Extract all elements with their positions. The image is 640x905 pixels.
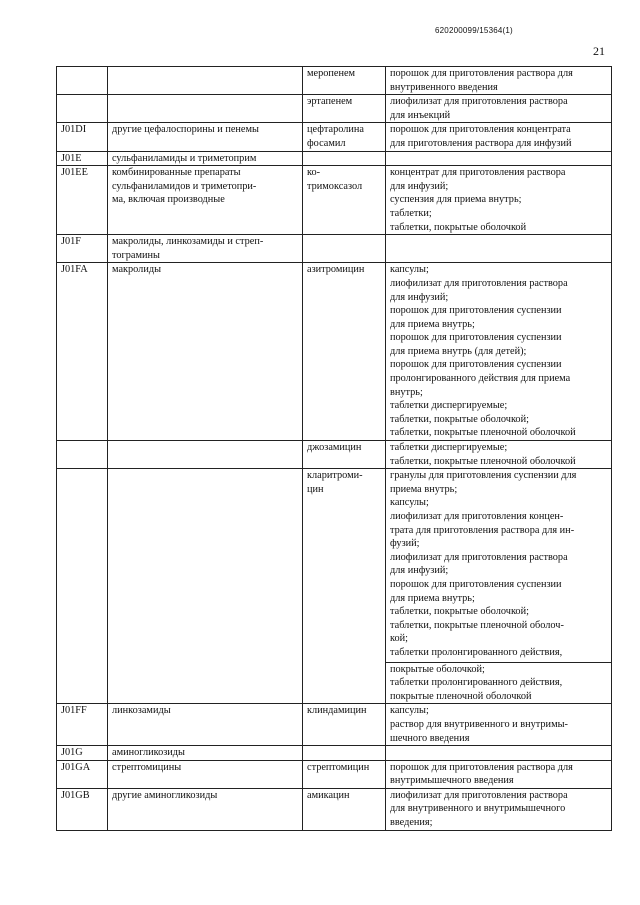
dosage-form-cell-line: таблетки диспергируемые; <box>390 400 508 412</box>
dosage-form-cell-line: покрытые пленочной оболочкой <box>390 690 532 702</box>
table-row <box>57 441 612 469</box>
dosage-form-cell-line: гранулы для приготовления суспензии для <box>390 470 577 482</box>
drug-name-cell <box>303 263 386 441</box>
atc-group-cell-line: стрептомицины <box>112 761 182 773</box>
atc-group-cell <box>108 151 303 166</box>
drug-name-cell <box>303 760 386 788</box>
atc-code-cell <box>57 788 108 830</box>
table-row <box>57 746 612 761</box>
dosage-form-cell-line: для приема внутрь; <box>390 318 475 330</box>
drug-name-cell-line: цефтаролина <box>307 124 364 136</box>
dosage-form-cell-line: капсулы; <box>390 705 429 717</box>
dosage-form-cell <box>386 151 612 166</box>
atc-group-cell <box>108 760 303 788</box>
dosage-form-cell-line: таблетки, покрытые оболочкой; <box>390 413 529 425</box>
atc-code-cell-text: J01G <box>61 747 83 759</box>
atc-group-cell <box>108 67 303 95</box>
drug-name-cell-line: клиндамицин <box>307 705 367 717</box>
dosage-form-cell-line: трата для приготовления раствора для ин- <box>390 524 575 536</box>
dosage-form-cell-line: порошок для приготовления суспензии <box>390 332 562 344</box>
drug-name-cell <box>303 123 386 151</box>
dosage-form-cell-line: лиофилизат для приготовления раствора <box>390 277 568 289</box>
dosage-form-cell-line: порошок для приготовления концентрата <box>390 124 571 136</box>
dosage-form-cell <box>386 67 612 95</box>
atc-code-cell <box>57 469 108 704</box>
atc-group-cell-line: аминогликозиды <box>112 747 185 759</box>
drug-registry-table <box>56 66 612 831</box>
drug-name-cell-line: ко- <box>307 167 321 179</box>
atc-code-cell-text: J01GB <box>61 789 90 801</box>
drug-name-cell <box>303 746 386 761</box>
table-row <box>57 263 612 441</box>
dosage-form-cell-line: введения; <box>390 817 433 829</box>
dosage-form-cell <box>386 441 612 469</box>
dosage-form-cell-line: капсулы; <box>390 497 429 509</box>
atc-code-cell <box>57 123 108 151</box>
drug-name-cell-line: азитромицин <box>307 264 365 276</box>
dosage-form-cell-line: таблетки пролонгированного действия, <box>390 646 563 658</box>
page-number: 21 <box>593 44 605 58</box>
atc-code-cell <box>57 704 108 746</box>
atc-code-cell <box>57 166 108 235</box>
drug-name-cell <box>303 95 386 123</box>
table-row <box>57 760 612 788</box>
atc-group-cell-line: ма, включая производные <box>112 194 225 206</box>
atc-group-cell-line: макролиды <box>112 264 161 276</box>
dosage-form-cell-line: таблетки, покрытые пленочной оболочкой <box>390 427 576 439</box>
drug-name-cell <box>303 151 386 166</box>
table-row <box>57 123 612 151</box>
dosage-form-cell <box>386 760 612 788</box>
dosage-form-cell-line: пролонгированного действия для приема <box>390 373 571 385</box>
dosage-form-cell-line: суспензия для приема внутрь; <box>390 194 522 206</box>
dosage-form-cell <box>386 263 612 441</box>
atc-code-cell-text: J01F <box>61 236 82 248</box>
dosage-form-cell-line: лиофилизат для приготовления раствора <box>390 551 568 563</box>
dosage-form-cell-line: таблетки диспергируемые; <box>390 442 508 454</box>
dosage-form-cell-line: таблетки, покрытые оболочкой; <box>390 606 529 618</box>
drug-name-cell <box>303 704 386 746</box>
dosage-form-cell-line: капсулы; <box>390 264 429 276</box>
atc-group-cell <box>108 788 303 830</box>
atc-group-cell <box>108 746 303 761</box>
document-id: 620200099/15364(1) <box>435 26 513 35</box>
dosage-form-cell <box>386 469 612 704</box>
dosage-form-cell-line: внутрь; <box>390 386 423 398</box>
dosage-form-cell-line: порошок для приготовления раствора для <box>390 68 573 79</box>
atc-code-cell-text: J01DI <box>61 124 87 136</box>
dosage-form-cell <box>386 704 612 746</box>
atc-code-cell <box>57 95 108 123</box>
atc-group-cell <box>108 704 303 746</box>
drug-name-cell <box>303 469 386 704</box>
atc-code-cell <box>57 441 108 469</box>
table-row <box>57 151 612 166</box>
atc-group-cell-line: другие цефалоспорины и пенемы <box>112 124 259 136</box>
dosage-form-cell-line: порошок для приготовления суспензии <box>390 359 562 371</box>
dosage-form-cell <box>386 166 612 235</box>
dosage-form-cell-line: шечного введения <box>390 732 470 744</box>
table-row <box>57 235 612 263</box>
dosage-form-cell <box>386 123 612 151</box>
atc-code-cell-text: J01E <box>61 152 82 164</box>
drug-name-cell <box>303 441 386 469</box>
dosage-form-cell <box>386 746 612 761</box>
atc-group-cell-line: макролиды, линкозамиды и стреп- <box>112 236 264 248</box>
dosage-form-cell-line: приема внутрь; <box>390 483 458 495</box>
dosage-form-cell-line: для внутривенного и внутримышечного <box>390 803 566 815</box>
dosage-form-cell-line: фузий; <box>390 538 420 550</box>
atc-code-cell <box>57 67 108 95</box>
drug-name-cell-line: фосамил <box>307 137 346 149</box>
dosage-form-cell-line: внутримышечного введения <box>390 775 514 787</box>
drug-name-cell <box>303 166 386 235</box>
dosage-form-cell-line: порошок для приготовления суспензии <box>390 305 562 317</box>
table-row <box>57 166 612 235</box>
dosage-form-cell-line: порошок для приготовления суспензии <box>390 578 562 590</box>
dosage-form-cell-line: для инфузий; <box>390 565 449 577</box>
dosage-form-cell-line: концентрат для приготовления раствора <box>390 167 566 179</box>
atc-group-cell-line: тограмины <box>112 249 160 261</box>
table-row <box>57 67 612 95</box>
atc-group-cell <box>108 469 303 704</box>
atc-group-cell <box>108 263 303 441</box>
dosage-form-cell-line: лиофилизат для приготовления раствора <box>390 789 568 801</box>
atc-code-cell-text: J01FF <box>61 705 87 717</box>
atc-group-cell-line: другие аминогликозиды <box>112 789 218 801</box>
dosage-form-cell-line: таблетки, покрытые пленочной оболочкой <box>390 455 576 467</box>
atc-group-cell-line: комбинированные препараты <box>112 167 241 179</box>
atc-code-cell <box>57 746 108 761</box>
dosage-form-cell-line: порошок для приготовления раствора для <box>390 761 573 773</box>
dosage-form-cell-line: для приема внутрь (для детей); <box>390 345 527 357</box>
dosage-form-cell-line: внутривенного введения <box>390 81 498 93</box>
dosage-form-cell-line: для инъекций <box>390 109 451 121</box>
table-body <box>57 67 612 831</box>
drug-name-cell <box>303 235 386 263</box>
dosage-form-cell-line: для инфузий; <box>390 291 449 303</box>
atc-group-cell <box>108 123 303 151</box>
drug-name-cell-line: стрептомицин <box>307 761 370 773</box>
drug-name-cell-line: цин <box>307 483 324 495</box>
drug-name-cell <box>303 788 386 830</box>
atc-group-cell <box>108 235 303 263</box>
dosage-form-cell-line: для приготовления раствора для инфузий <box>390 137 572 149</box>
dosage-form-cell <box>386 95 612 123</box>
atc-code-cell <box>57 151 108 166</box>
dosage-form-cell-line: для приема внутрь; <box>390 592 475 604</box>
drug-name-cell-line: джозамицин <box>307 442 362 454</box>
atc-group-cell-line: сульфаниламидов и триметопри- <box>112 180 257 192</box>
dosage-form-cell-line: покрытые оболочкой; <box>386 662 611 677</box>
dosage-form-cell-line: таблетки, покрытые пленочной оболоч- <box>390 619 564 631</box>
drug-name-cell-line: кларитроми- <box>307 470 363 482</box>
atc-code-cell-text: J01GA <box>61 761 91 773</box>
atc-code-cell <box>57 760 108 788</box>
drug-name-cell-line: эртапенем <box>307 96 353 108</box>
dosage-form-cell-line: таблетки, покрытые оболочкой <box>390 221 527 233</box>
dosage-form-cell-line: раствор для внутривенного и внутримы- <box>390 718 568 730</box>
table-row <box>57 469 612 704</box>
dosage-form-cell-line: кой; <box>390 633 408 645</box>
atc-group-cell <box>108 95 303 123</box>
atc-group-cell <box>108 166 303 235</box>
dosage-form-cell-line: для инфузий; <box>390 180 449 192</box>
dosage-form-cell <box>386 788 612 830</box>
atc-code-cell <box>57 263 108 441</box>
table-row <box>57 95 612 123</box>
dosage-form-cell-line: лиофилизат для приготовления концен- <box>390 511 564 522</box>
drug-name-cell <box>303 67 386 95</box>
dosage-form-cell <box>386 235 612 263</box>
dosage-form-cell-line: таблетки пролонгированного действия, <box>390 677 563 689</box>
atc-code-cell <box>57 235 108 263</box>
dosage-form-cell-line: лиофилизат для приготовления раствора <box>390 96 568 108</box>
atc-code-cell-text: J01EE <box>61 167 88 179</box>
drug-name-cell-line: амикацин <box>307 789 350 801</box>
atc-group-cell-line: сульфаниламиды и триметоприм <box>112 152 257 164</box>
table-row <box>57 704 612 746</box>
atc-code-cell-text: J01FA <box>61 264 88 276</box>
table-row <box>57 788 612 830</box>
atc-group-cell-line: линкозамиды <box>112 705 171 717</box>
dosage-form-cell-line: таблетки; <box>390 207 432 219</box>
drug-name-cell-line: меропенем <box>307 68 356 79</box>
atc-group-cell <box>108 441 303 469</box>
drug-name-cell-line: тримоксазол <box>307 180 363 192</box>
